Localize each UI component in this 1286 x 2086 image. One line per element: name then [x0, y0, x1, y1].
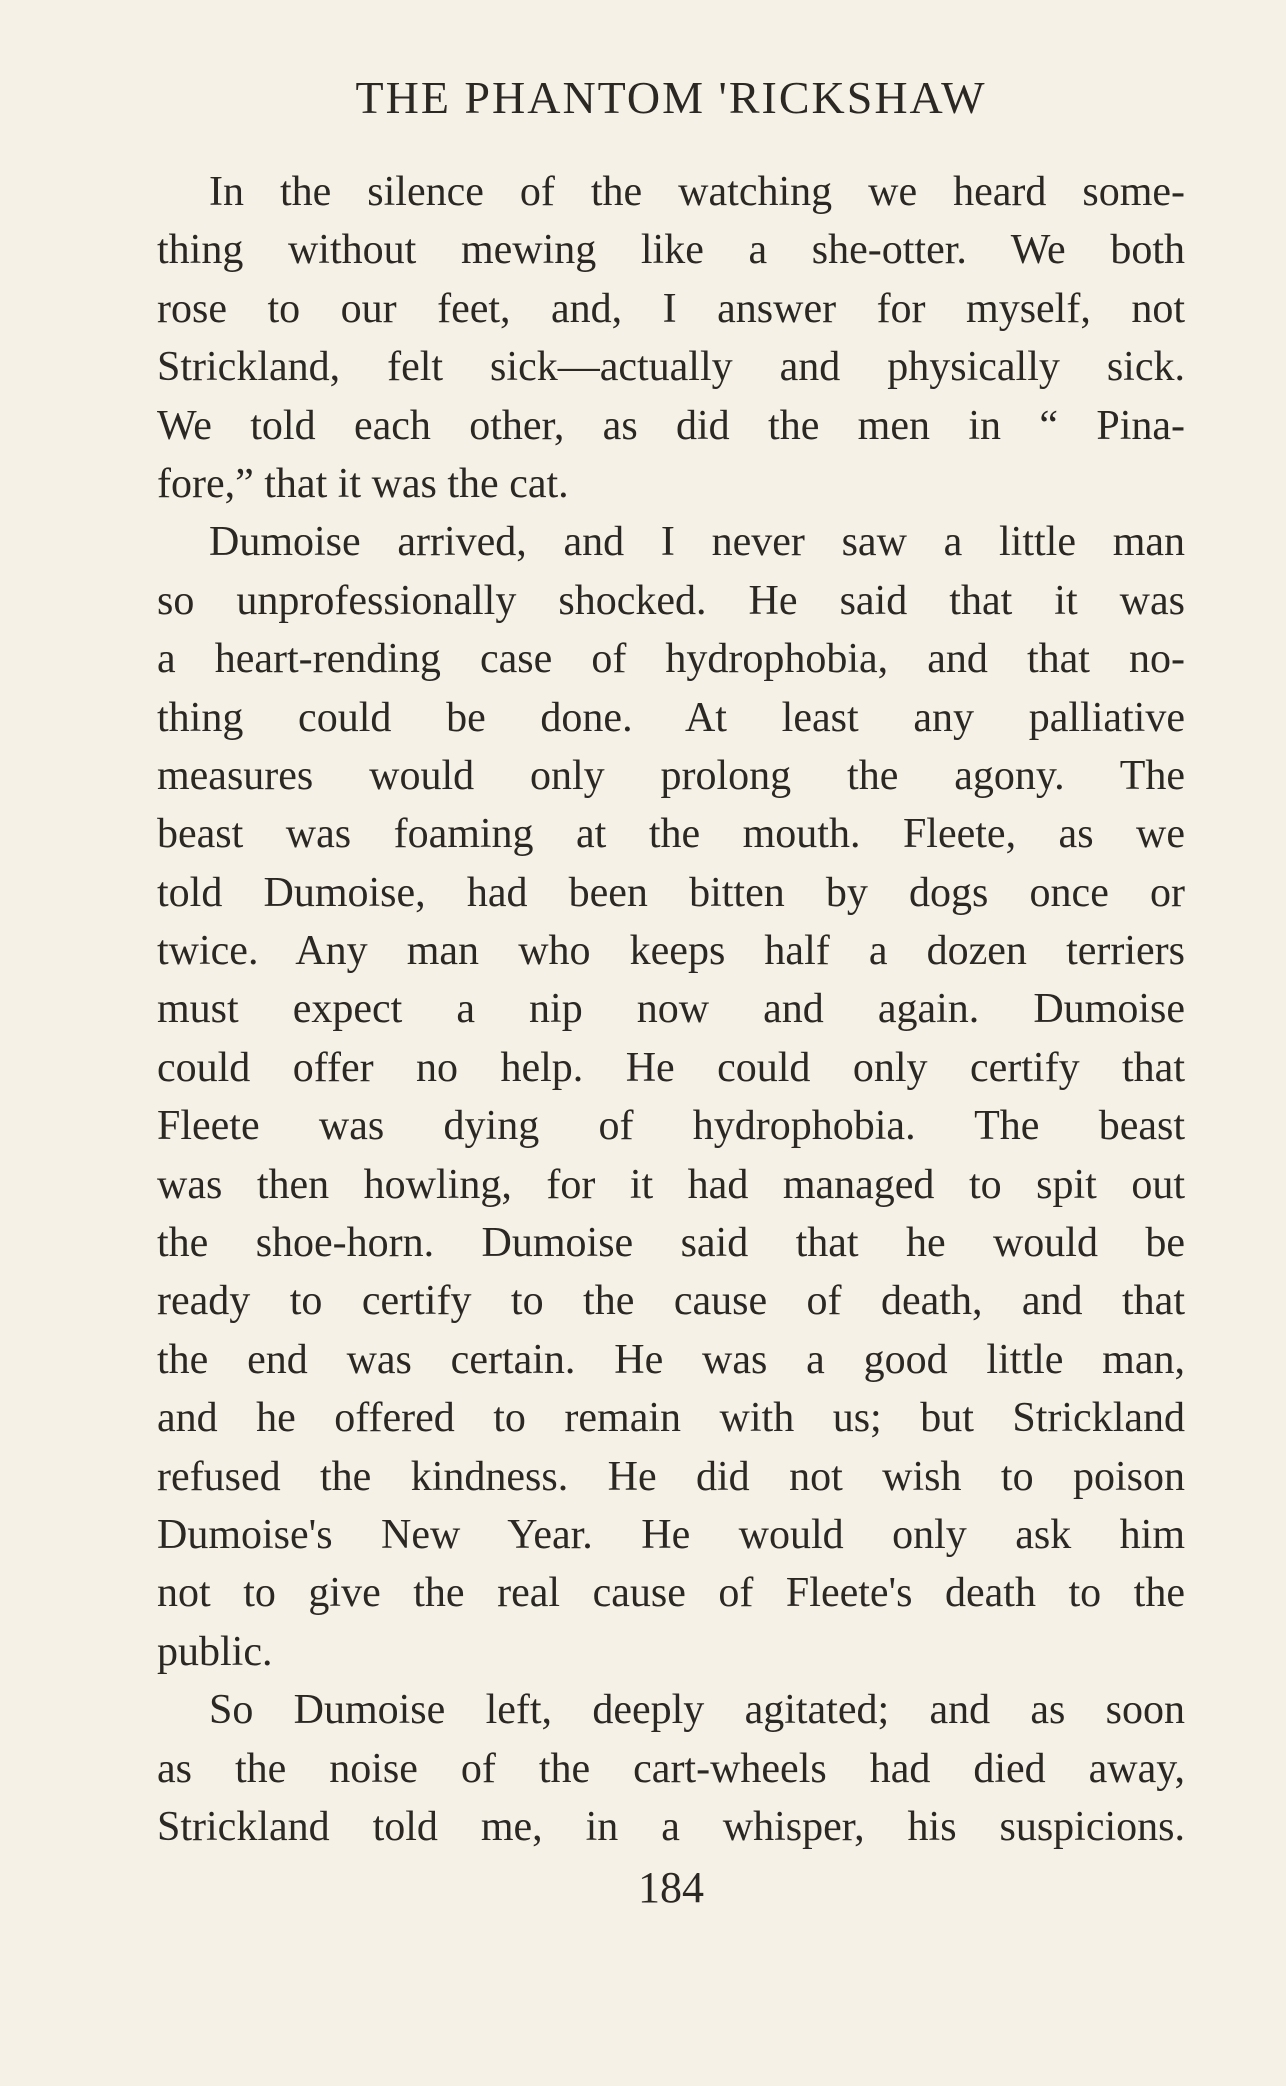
running-head: THE PHANTOM 'RICKSHAW — [355, 72, 987, 123]
text-line: the shoe-horn. Dumoise said that he would be — [157, 1220, 1185, 1267]
text-line: ready to certify to the cause of death, and that — [157, 1278, 1185, 1325]
text-line: the end was certain. He was a good little man, — [157, 1336, 1185, 1383]
text-line: told Dumoise, had been bitten by dogs once or — [157, 869, 1185, 916]
text-line: rose to our feet, and, I answer for myself, not — [157, 285, 1185, 332]
text-line: was then howling, for it had managed to spit out — [157, 1161, 1185, 1208]
text-line: public. — [157, 1628, 273, 1675]
text-line: so unprofessionally shocked. He said that it was — [157, 577, 1185, 624]
text-line: and he offered to remain with us; but Strickland — [157, 1395, 1185, 1442]
paragraph — [157, 513, 1185, 1681]
text-line: We told each other, as did the men in “ Pina- — [157, 402, 1185, 449]
body-text — [157, 163, 1185, 1856]
text-line: In the silence of the watching we heard some- — [209, 169, 1185, 215]
text-line: twice. Any man who keeps half a dozen terriers — [157, 928, 1185, 975]
text-line: fore,” that it was the cat. — [157, 460, 569, 507]
paragraph — [157, 163, 1185, 513]
text-line: So Dumoise left, deeply agitated; and as soon — [209, 1687, 1185, 1734]
text-line: Strickland told me, in a whisper, his suspicions. — [157, 1803, 1185, 1850]
text-line: as the noise of the cart-wheels had died away, — [157, 1745, 1185, 1792]
text-line: refused the kindness. He did not wish to poison — [157, 1453, 1185, 1500]
text-line: not to give the real cause of Fleete's death to the — [157, 1570, 1185, 1617]
text-line: Fleete was dying of hydrophobia. The beast — [157, 1103, 1185, 1150]
text-line: must expect a nip now and again. Dumoise — [157, 986, 1185, 1033]
text-line: beast was foaming at the mouth. Fleete, as we — [157, 811, 1185, 858]
text-line: could offer no help. He could only certify that — [157, 1044, 1185, 1091]
text-line: a heart-rending case of hydrophobia, and that no- — [157, 636, 1185, 683]
text-line: Dumoise's New Year. He would only ask him — [157, 1511, 1185, 1558]
page-number: 184 — [638, 1863, 704, 1912]
paragraph — [157, 1681, 1185, 1856]
text-line: thing could be done. At least any palliative — [157, 694, 1185, 741]
text-line: Strickland, felt sick—actually and physically sick. — [157, 344, 1185, 391]
text-line: Dumoise arrived, and I never saw a little man — [209, 519, 1185, 566]
text-line: measures would only prolong the agony. The — [157, 752, 1185, 799]
text-line: thing without mewing like a she-otter. We both — [157, 227, 1185, 274]
